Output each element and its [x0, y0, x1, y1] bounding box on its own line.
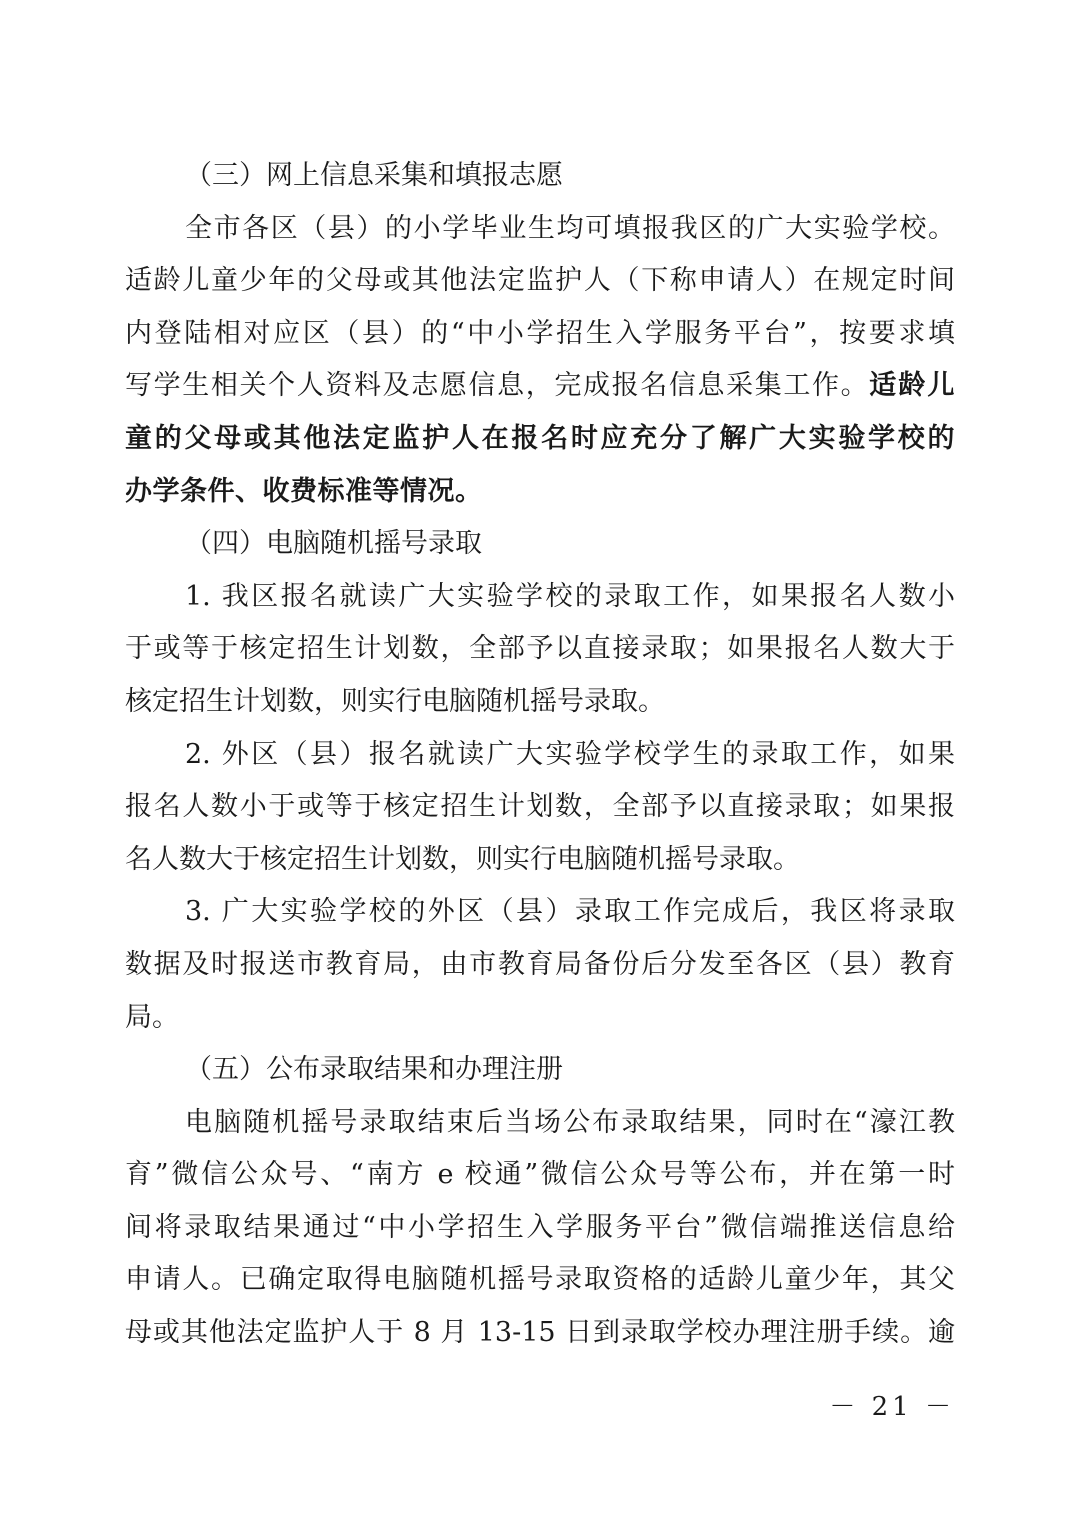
paragraph-line-mixed	[125, 360, 955, 413]
list-item-3-line: 数据及时报送市教育局，由市教育局备份后分发至各区（县）教育	[125, 948, 955, 980]
list-item-2-line: 报名人数小于或等于核定招生计划数，全部予以直接录取；如果报	[125, 791, 955, 823]
document-body	[125, 150, 955, 1360]
list-item-1-line: 1. 我区报名就读广大实验学校的录取工作，如果报名人数小	[185, 580, 955, 612]
bold-text: 适龄儿	[869, 370, 955, 402]
page-number: － 21 －	[829, 1392, 955, 1422]
list-item-2-line: 名人数大于核定招生计划数，则实行电脑随机摇号录取。	[125, 843, 800, 875]
bold-paragraph-line: 办学条件、收费标准等情况。	[125, 475, 483, 507]
section-heading-4: （四）电脑随机摇号录取	[185, 528, 482, 560]
list-item-1-line: 核定招生计划数，则实行电脑随机摇号录取。	[125, 685, 665, 717]
list-item-3-line: 局。	[125, 1001, 179, 1033]
list-item-3-line: 3. 广大实验学校的外区（县）录取工作完成后，我区将录取	[185, 896, 955, 928]
paragraph-line: 育”微信公众号、“南方 e 校通”微信公众号等公布，并在第一时	[125, 1159, 955, 1191]
paragraph-text: 写学生相关个人资料及志愿信息，完成报名信息采集工作。	[125, 370, 870, 402]
list-item-2-line: 2. 外区（县）报名就读广大实验学校学生的录取工作，如果	[185, 738, 955, 770]
paragraph-line: 母或其他法定监护人于 8 月 13-15 日到录取学校办理注册手续。逾	[125, 1317, 955, 1349]
paragraph-line: 全市各区（县）的小学毕业生均可填报我区的广大实验学校。	[185, 212, 955, 244]
paragraph-line: 适龄儿童少年的父母或其他法定监护人（下称申请人）在规定时间	[125, 265, 955, 297]
paragraph-line: 申请人。已确定取得电脑随机摇号录取资格的适龄儿童少年，其父	[125, 1264, 955, 1296]
paragraph-line: 内登陆相对应区（县）的“中小学招生入学服务平台”，按要求填	[125, 317, 955, 349]
bold-paragraph-line: 童的父母或其他法定监护人在报名时应充分了解广大实验学校的	[125, 422, 955, 454]
paragraph-line: 电脑随机摇号录取结束后当场公布录取结果，同时在“濠江教	[185, 1106, 955, 1138]
list-item-1-line: 于或等于核定招生计划数，全部予以直接录取；如果报名人数大于	[125, 633, 955, 665]
section-heading-3: （三）网上信息采集和填报志愿	[185, 160, 563, 191]
paragraph-line: 间将录取结果通过“中小学招生入学服务平台”微信端推送信息给	[125, 1211, 955, 1243]
section-heading-5: （五）公布录取结果和办理注册	[185, 1054, 563, 1086]
